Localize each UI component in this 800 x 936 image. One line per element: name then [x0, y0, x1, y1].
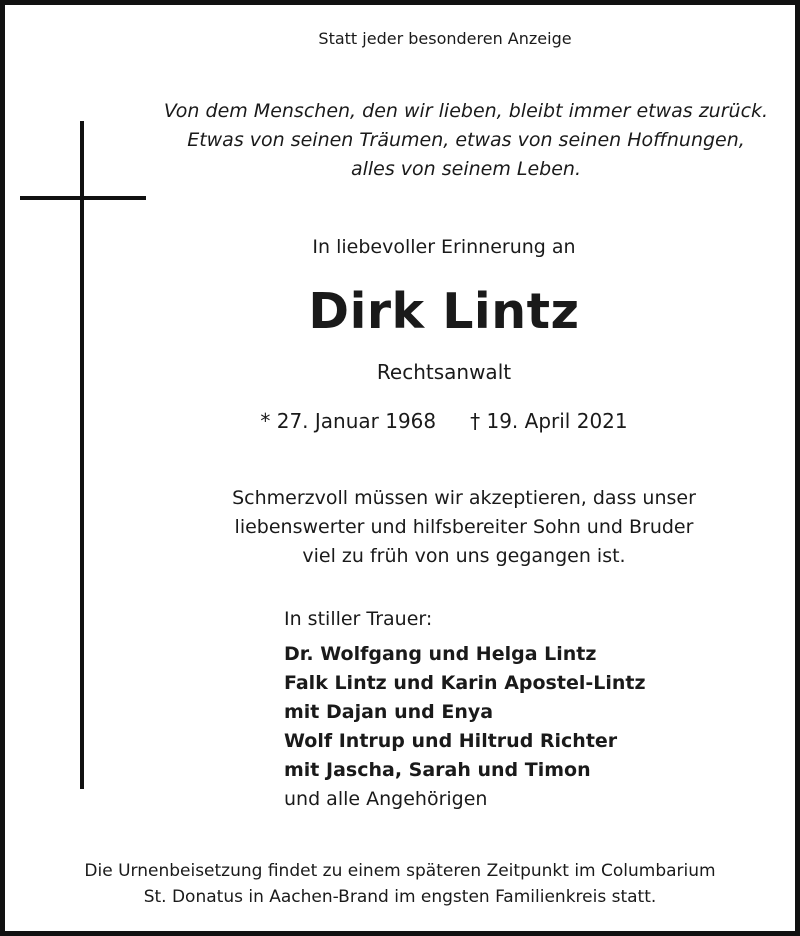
mourner-line: Falk Lintz und Karin Apostel-Lintz — [284, 672, 646, 694]
paragraph-line-2: liebenswerter und hilfsbereiter Sohn und Bruder — [234, 516, 694, 538]
cross-icon-vertical — [80, 121, 84, 789]
paragraph-line-1: Schmerzvoll müssen wir akzeptieren, dass unser — [232, 487, 696, 509]
mourners-intro: In stiller Trauer: — [284, 608, 433, 630]
birth-date: * 27. Januar 1968 — [260, 409, 437, 433]
quote-line-2: Etwas von seinen Träumen, etwas von seinen Hoffnungen, — [187, 129, 745, 151]
footer-line-2: St. Donatus in Aachen-Brand im engsten Familienkreis statt. — [143, 887, 657, 907]
mourner-line: mit Jascha, Sarah und Timon — [284, 759, 591, 781]
memory-line: In liebevoller Erinnerung an — [312, 236, 576, 258]
mourner-line: Wolf Intrup und Hiltrud Richter — [284, 730, 618, 752]
mourner-line: mit Dajan und Enya — [284, 701, 494, 723]
mourner-line: Dr. Wolfgang und Helga Lintz — [284, 643, 597, 665]
mourners-block — [284, 608, 646, 814]
deceased-name: Dirk Lintz — [308, 283, 580, 340]
life-dates — [44, 409, 800, 433]
cross-icon-horizontal — [20, 196, 146, 200]
quote-line-1: Von dem Menschen, den wir lieben, bleibt immer etwas zurück. — [163, 100, 769, 122]
mourner-line: und alle Angehörigen — [284, 788, 488, 810]
footer-line-1: Die Urnenbeisetzung findet zu einem späteren Zeitpunkt im Columbarium — [84, 861, 716, 881]
notice-heading: Statt jeder besonderen Anzeige — [318, 29, 572, 48]
quote-line-3: alles von seinem Leben. — [350, 158, 582, 180]
death-date: † 19. April 2021 — [470, 409, 628, 433]
profession: Rechtsanwalt — [376, 360, 512, 384]
paragraph-line-3: viel zu früh von uns gegangen ist. — [302, 545, 626, 567]
